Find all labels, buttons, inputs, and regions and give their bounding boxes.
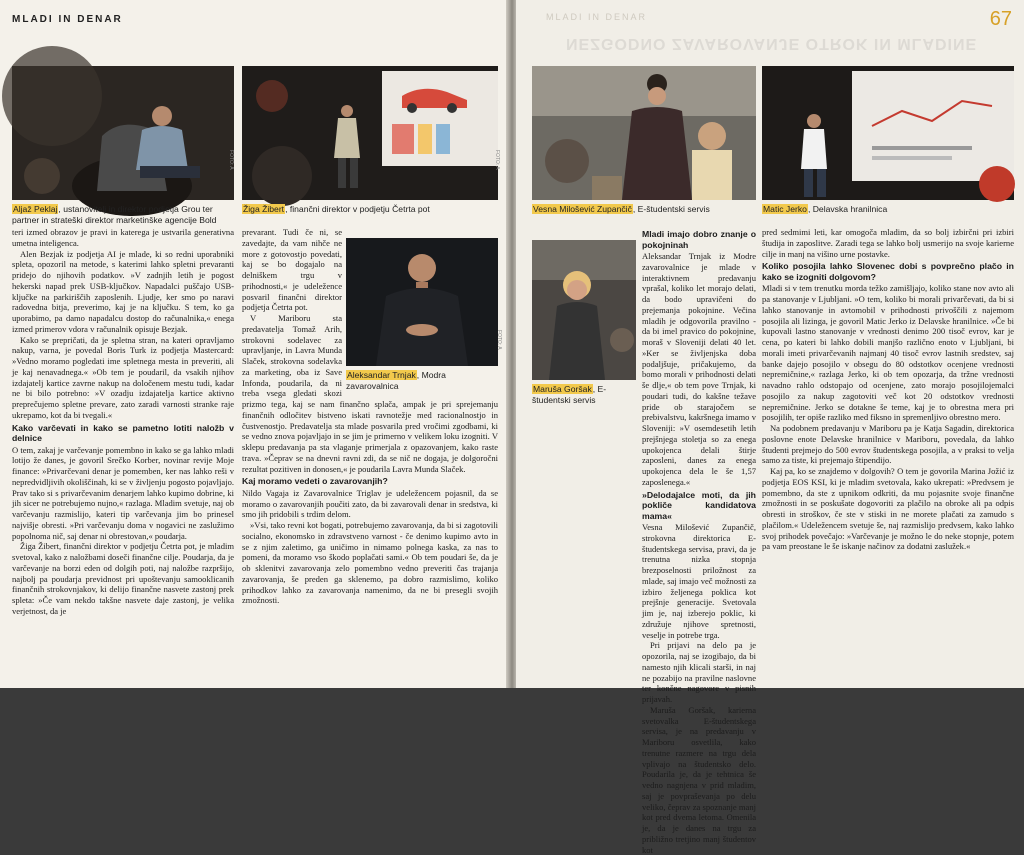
- left-column-1: [12, 227, 234, 685]
- paragraph: Kako se prepričati, da je spletna stran, na kateri opravljamo nakup, varna, je povedal Boris Turk iz podjetja Mastercard: »Vedno moramo pogledati ime spletnega mesta in preveriti, ali je kaj nenavadnega.« »Ob tem je poudaril, da vsakih njihov izdajatelj kartice zavrne nakup na določenem mestu tudi, kadar ne bi bilo potrebno: »V ozadju izdajatelja kartice aktivno preprečujemo spletne prevare, zato zaradi varnosti stranke raje ukrepamo, kot da bi tvegali.«: [12, 334, 234, 420]
- caption-aljaz-peklaj: [12, 204, 236, 226]
- caption-matic-jerko: [762, 204, 1014, 215]
- paragraph: O tem, zakaj je varčevanje pomembno in kako se ga lahko mladi lotijo že danes, je govoril Srečko Korber, novinar revije Moje finance: »Privarčevani denar je pomemben, ker nas lahko reši v nepredvidljivih okoliščinah, ki se v življenju pogosto pojavljajo. Prav tako si s privarčevanim denarjem lahko kupimo dobrine, ki jih sicer ne potrebujemo nujno,« razlaga. Mladim svetuje, naj ob varčevanju razmislijo, kateri tip varčevanja jim bo prinesel najvišje obresti. »Pri varčevanju doma v nogavici ne zaslužimo popolnoma nič, saj denar ni obrestovan,« poudarja.: [12, 444, 234, 541]
- caption-name: Žiga Žibert: [243, 204, 285, 214]
- caption-ziga-zibert: [242, 204, 498, 215]
- paragraph: Na podobnem predavanju v Mariboru pa je Katja Sagadin, direktorica poslovne enote Delavske hranilnice v Mariboru, povedala, da lahko študenti prejmejo do 500 evrov študentskega posojila, a v praksi to velja samo za tiste, ki prejemajo štipendijo.: [762, 423, 1014, 466]
- caption-text: , finančni direktor v podjetju Četrta pot: [285, 204, 430, 214]
- page-number: 67: [989, 8, 1012, 30]
- photo-aleksandar-trnjak: [346, 238, 498, 366]
- paragraph: Nildo Vagaja iz Zavarovalnice Triglav je udeležencem pojasnil, da se moramo o zavarovanjih poučiti zato, da bi zavarovali denar in sredstva, ki smo jih pridobili s trdim delom.: [242, 487, 498, 520]
- photo-credit: FOTO: A: [228, 150, 234, 170]
- caption-text: , E-študentski servis: [532, 384, 607, 405]
- caption-name: Aleksandar Trnjak: [347, 370, 416, 380]
- caption-text: , ustanovitelj in direktor podjetja Grou ter partner in strateški direktor marketinške agencije Bold: [12, 204, 217, 225]
- caption-name: Aljaž Peklaj: [13, 204, 58, 214]
- caption-aleksandar-trnjak: [346, 370, 498, 392]
- paragraph: Kaj pa, ko se znajdemo v dolgovih? O tem je govorila Marina Jožić iz podjetja EOS KSI, ki je mladim svetovala, kako ukrepati: »Predvsem je pomembno, da ste z upnikom odkriti, da mu pojasnite svoje finančne zmožnosti in se poskušate dogovoriti za plačilo na obroke ali pa odpis obresti in stroškov, če ste v stiski in ne morete plačati za zamudo s plačilom.« Udeležencem svetuje še, naj razmislijo predvsem, kako lahko svoj prihodek povečajo: »Varčevanje je možno le do neke stopnje, potem pa vam preostane le še iskanje načinov za dodatni zaslužek.«: [762, 466, 1014, 552]
- caption-text: , Delavska hranilnica: [807, 204, 888, 214]
- paragraph: teri izmed obrazov je pravi in katerega je ustvarila generativna umetna inteligenca.: [12, 227, 234, 248]
- subheading: Koliko posojila lahko Slovenec dobi s povprečno plačo in kako se izogniti dolgovom?: [762, 261, 1014, 282]
- right-column-1: [642, 227, 756, 855]
- photo-credit: FOTO: A: [494, 150, 500, 170]
- caption-text: , E-študentski servis: [632, 204, 710, 214]
- subheading: Kako varčevati in kako se pametno lotiti naložb v delnice: [12, 422, 234, 443]
- paragraph: Maruša Goršak, karierna svetovalka E-študentskega servisa, je na predavanju v Mariboru osvetlila, kako trenutne razmere na trgu dela vplivajo na študentsko delo. Poudarila je, da je tehtnica še vedno nagnjena v prid mladim, saj je povpraševanja po delu veliko, čeprav za spoznanje manj kot pred dvema letoma. Omenila je, da je danes na trgu za približno tretjino manj študentov kot: [642, 704, 756, 855]
- show-through-tag: MLADI IN DENAR: [546, 12, 648, 22]
- paragraph: Žiga Žibert, finančni direktor v podjetju Četrta pot, je mladim svetoval, kako z naložbami doseči finančne cilje. Poudarja, da je varčevanje na borzi eden od dolgih poti, naj naložbe razpršijo, najbolj pa poudarja previdnost pri upoštevanju samooklicanih finančnih strokovnjakov, ki delijo finančne nasvete zastonj prek spleta: »Če vam nekdo takšne nasvete daje zastonj, je velika verjetnost, da je: [12, 541, 234, 616]
- caption-name: Maruša Goršak: [533, 384, 592, 394]
- paragraph: Pri prijavi na delo pa je opozorila, naj se izogibajo, da bi namesto njih klicali starši, in naj ne pozabijo na pravilne naslovne ter končne nagovore v pisnih prijavah.: [642, 640, 756, 704]
- paragraph: Aleksandar Trnjak iz Modre zavarovalnice je mlade v interaktivnem predavanju vprašal, koliko let morajo delati, da bodo upravičeni do prejemanja pokojnine. Večina mladih je odgovorila pravilno - da bi imel pravico do pokojnine, moraš v Sloveniji delati 40 let. »Ker se življenjska doba podaljšuje, pričakujemo, da bomo morali v prihodnosti delati še dlje,« ob tem pove Trnjak, ki poudari tudi, do kakšne težave pride ob starajočem se prebivalstvu, kakršnega imamo v Sloveniji: »V osemdesetih letih prejšnjega stoletja so za enega upokojenca delali štirje zaposleni, danes za enega upokojenca dela le še 1,57 zaposlenega.«: [642, 251, 756, 487]
- paragraph: Vesna Milošević Zupančič, strokovna direktorica E-študentskega servisa, pravi, da je trenutna nizka stopnja brezposelnosti priložnost za mlade, saj imajo več možnosti za izbiro željenega poklica kot prejšnje generacije. Svetovala jim je, naj izberejo poklic, ki združuje njihove spretnosti, veselje in potrebe trga.: [642, 522, 756, 640]
- paragraph: V Mariboru sta predavatelja Tomaž Arih, strokovni sodelavec za upravljanje, in Lavra Munda Slaček, strokovna sodelavka za marketing, oba iz Save Infonda, poudarila, da ni treba vsega gledati skozi prizmo tega, kaj se nam finančno splača, ampak je pri sprejemanju finančnih odločitev bistveno iskati ravnotežje med racionalnostjo in čustvenostjo. Predavatelja sta mlade posvarila pred vročimi zgodbami, ki se vedno znova pojavljajo in se jim je primerno v velikem loku izogniti. V sklepu predavanja pa sta vlaganje primerjala z opazovanjem, kako raste trava. »Čeprav se na dnevni ravni zdi, da se nič ne dogaja, je dolgoročni rezultat pozitiven in donosen,« je poudarila Lavra Munda Slaček.: [242, 313, 498, 474]
- paragraph: »Vsi, tako revni kot bogati, potrebujemo zavarovanja, da bi si zagotovili socialno, ekonomsko in zdravstveno varnost - če denimo kupimo avto in se z njim zaletimo, ga uničimo in nimamo polnega kaska, za nas to pomeni, da moramo vso škodo poplačati sami.« Ob tem poudari še, da je ob sklenitvi zavarovanja zelo pomembno vedno preveriti čas trajanja zavarovanja, še preden ga sklenemo, pa dobro razmislimo, koliko prihodkov lahko za zavarovanja namenimo, da ne bi presegli svojih zmožnosti.: [242, 520, 498, 606]
- photo-matic-jerko: [762, 66, 1014, 200]
- photo-credit: FOTO: A: [496, 330, 502, 350]
- show-through-heading: NEZGODNO ZAVAROVANJE OTROK IN MLADINE: [566, 35, 978, 52]
- paragraph: Alen Bezjak iz podjetja AI je mlade, ki so redni uporabniki spleta, opozoril na metode, s katerimi lahko spletni prevaranti pridejo do njihovih podatkov. »V zadnjih letih je pogost hekerski napad prek USB-ključkov. Napadalci puščajo USB-ključke na parkiriščih zaposlenih. Ljudje, ker smo po naravi radovedna bitja, preverimo, kaj je na ključku. S tem, ko ga uporabimo, pa damo napadalcu dostop do računalnika,« enega izmed primerov vdora v računalnik opisuje Bezjak.: [12, 248, 234, 334]
- right-page: [516, 0, 1024, 855]
- photo-vesna-milosevic-zupancic: [532, 66, 756, 200]
- caption-name: Matic Jerko: [763, 204, 807, 214]
- photo-marusa-gorsak: [532, 240, 636, 380]
- photo-aljaz-peklaj: [12, 66, 234, 200]
- subheading: Mladi imajo dobro znanje o pokojninah: [642, 229, 756, 250]
- caption-text: , Modra zavarovalnica: [346, 370, 446, 391]
- caption-marusa-gorsak: [532, 384, 636, 406]
- photo-ziga-zibert: [242, 66, 498, 200]
- paragraph: prevarant. Tudi če ni, se zavedajte, da vam nihče ne more z gotovostjo povedati, kaj se bo dogajalo na delniškem trgu v prihodnosti,« je udeležence posvaril finančni direktor podjetja Četrta pot.: [242, 227, 342, 313]
- running-head: MLADI IN DENAR: [12, 14, 123, 25]
- subheading: Kaj moramo vedeti o zavarovanjih?: [242, 476, 388, 487]
- caption-name: Vesna Milošević Zupančič: [533, 204, 632, 214]
- paragraph: pred sedmimi leti, kar omogoča mladim, da so bolj izbirčni pri izbiri študija in zaposlitve. Zaradi tega se lahko bolj usmerijo na svoje karierne cilje in manj na višino urne postavke.: [762, 227, 1014, 259]
- caption-vesna-milosevic-zupancic: [532, 204, 756, 215]
- paragraph: Mladi si v tem trenutku morda težko zamišljajo, koliko stane nov avto ali pa stanovanje v Ljubljani. »O tem, koliko bi morali privarčevati, da bi si lahko stanovanje in avtomobil v prihodnosti privoščili z najemom posojila ali lizinga, je govoril Matic Jerko iz Delavske hranilnice. »Če bi kupovali lastno stanovanje v vrednosti denimo 200 tisoč evrov, kar je cena, po kateri bi lahko dobili manjšo različno enoto v Ljubljani, bi morali imeti privarčevanih najmanj 40 tisoč evrov lastnih sredstev, saj banke dajejo posojilo v obsegu do 80 odstotkov ocenjene vrednosti nepremičnine,« razlaga Jerko, ki ob tem opozarja, da tržne vrednosti navadno rahlo odstopajo od ocenjene, zato morajo posojilojemalci posojilo za nakup zagotoviti več kot 20 odstotkov vrednosti nepremičnine. Jerko se dotakne še teme, kaj je to obrestna mera pri posojilih, ter opiše razliko med fiksno in spremenljivo obrestno mero.: [762, 283, 1014, 423]
- right-column-2: [762, 227, 1014, 685]
- subheading: »Delodajalce moti, da jih pokliče kandidatova mama«: [642, 489, 756, 521]
